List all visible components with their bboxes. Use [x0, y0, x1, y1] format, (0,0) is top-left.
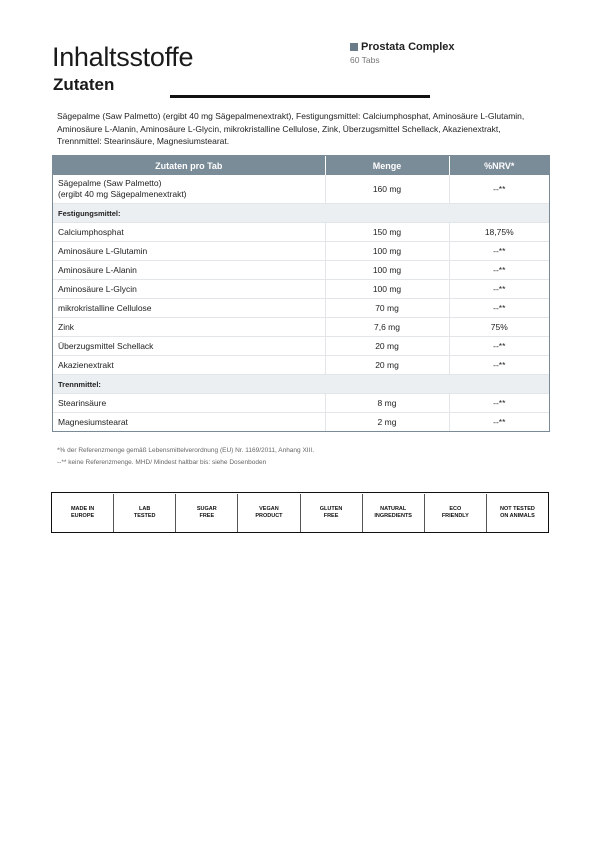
table-row: [53, 413, 549, 432]
table-row: [53, 223, 549, 242]
table-row: [53, 356, 549, 375]
table-row: [53, 175, 549, 204]
table-row: [53, 242, 549, 261]
badge-not-tested-on-animals: NOT TESTED ON ANIMALS: [500, 505, 535, 519]
section-label: Trennmittel:: [53, 375, 549, 394]
title-divider: [170, 95, 430, 98]
ingredient-nrv: --**: [449, 356, 549, 375]
product-quantity: 60 Tabs: [350, 55, 380, 65]
ingredient-name: [53, 175, 325, 204]
ingredient-nrv: --**: [449, 337, 549, 356]
ingredients-text: Sägepalme (Saw Palmetto) (ergibt 40 mg Sägepalmenextrakt), Festigungsmittel: Calciumphosphat, Aminosäure L-Glutamin, Aminosäure L-Alanin, Aminosäure L-Glycin, mikrokristalline Cellulose, Zink, Überzugsmittel Schellack, Akazienextrakt, Trennmittel: Stearinsäure, Magnesiumstearat.: [57, 111, 525, 146]
ingredient-nrv: --**: [449, 242, 549, 261]
ingredient-amount: 20 mg: [325, 337, 449, 356]
ingredient-amount: 150 mg: [325, 223, 449, 242]
ingredient-amount: 100 mg: [325, 261, 449, 280]
page-subtitle: Zutaten: [53, 75, 115, 94]
badge-lab-tested: LAB TESTED: [114, 494, 176, 532]
ingredient-nrv: --**: [449, 175, 549, 204]
ingredient-name: Akazienextrakt: [53, 356, 325, 375]
ingredient-amount: 160 mg: [325, 175, 449, 204]
ingredient-amount: 8 mg: [325, 394, 449, 413]
table-row: [53, 299, 549, 318]
ingredient-amount: 100 mg: [325, 242, 449, 261]
badge-sugar-free: SUGAR FREE: [176, 494, 238, 532]
badge-natural-ingredients: NATURAL INGREDIENTS: [363, 494, 425, 532]
nutrition-table: [52, 155, 550, 432]
ingredient-nrv: --**: [449, 394, 549, 413]
ingredient-nrv: 75%: [449, 318, 549, 337]
ingredient-name-line2: (ergibt 40 mg Sägepalmenextrakt): [58, 189, 187, 199]
ingredients-table: [53, 156, 549, 431]
product-name-text: Prostata Complex: [361, 41, 455, 53]
table-row: [53, 337, 549, 356]
ingredient-name: Magnesiumstearat: [53, 413, 325, 432]
page-title: Inhaltsstoffe: [52, 42, 194, 72]
ingredient-name: Stearinsäure: [53, 394, 325, 413]
product-info: [350, 41, 455, 65]
ingredient-name: Aminosäure L-Glycin: [53, 280, 325, 299]
quality-badges: [51, 492, 549, 533]
column-header-nrv: %NRV*: [449, 156, 549, 175]
ingredient-amount: 7,6 mg: [325, 318, 449, 337]
column-header-amount: Menge: [325, 156, 449, 175]
badge-vegan-product: VEGAN PRODUCT: [238, 494, 300, 532]
ingredient-name: Überzugsmittel Schellack: [53, 337, 325, 356]
table-row: [53, 261, 549, 280]
table-section-row: [53, 204, 549, 223]
table-row: [53, 394, 549, 413]
footnote-no-reference: --** keine Referenzmenge. MHD/ Mindest haltbar bis: siehe Dosenboden: [57, 459, 267, 466]
ingredient-amount: 100 mg: [325, 280, 449, 299]
ingredient-amount: 2 mg: [325, 413, 449, 432]
ingredient-name: Aminosäure L-Alanin: [53, 261, 325, 280]
badge-made-in-europe: MADE IN EUROPE: [52, 494, 114, 532]
table-row: [53, 280, 549, 299]
section-label: Festigungsmittel:: [53, 204, 549, 223]
ingredient-nrv: --**: [449, 299, 549, 318]
product-name: [350, 41, 455, 53]
ingredient-name: Calciumphosphat: [53, 223, 325, 242]
square-icon: [350, 43, 358, 51]
column-header-ingredient: Zutaten pro Tab: [53, 156, 325, 175]
ingredient-name-line1: Sägepalme (Saw Palmetto): [58, 178, 162, 188]
ingredient-amount: 20 mg: [325, 356, 449, 375]
ingredient-amount: 70 mg: [325, 299, 449, 318]
ingredient-nrv: --**: [493, 417, 506, 427]
table-section-row: [53, 375, 549, 394]
ingredient-name: mikrokristalline Cellulose: [53, 299, 325, 318]
table-header-row: [53, 156, 549, 175]
ingredient-name: Aminosäure L-Glutamin: [53, 242, 325, 261]
ingredient-nrv: 18,75%: [449, 223, 549, 242]
ingredient-name: Zink: [53, 318, 325, 337]
footnote-nrv: *% der Referenzmenge gemäß Lebensmittelverordnung (EU) Nr. 1169/2011, Anhang XIII.: [57, 447, 315, 454]
table-row: [53, 318, 549, 337]
badge-gluten-free: GLUTEN FREE: [301, 494, 363, 532]
ingredient-nrv: --**: [449, 280, 549, 299]
badge-eco-friendly: ECO FRIENDLY: [425, 494, 487, 532]
ingredient-nrv: --**: [449, 261, 549, 280]
